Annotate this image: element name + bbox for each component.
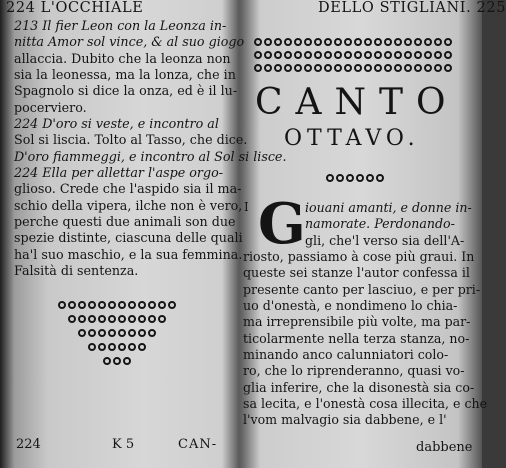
text-line: Sol si liscia. Tolto al Tasso, che dice. xyxy=(14,132,248,148)
text-line: uo d'onestà, e nondimeno lo chia- xyxy=(243,298,458,314)
ornament-row-3 xyxy=(78,329,156,337)
text-line: Falsità di sentenza. xyxy=(14,263,139,279)
ornament-row-1 xyxy=(58,301,176,309)
text-line: 224 D'oro si veste, e incontro al xyxy=(14,116,219,132)
left-page-header: 224 L'OCCHIALE xyxy=(6,0,144,16)
text-line: ticolarmente nella terza stanza, no- xyxy=(243,330,470,346)
text-line: gli, che'l verso sia dell'A- xyxy=(305,232,465,248)
left-footer-number: 224 xyxy=(16,437,41,452)
ornament-row-2 xyxy=(68,315,166,323)
headpiece-row-3 xyxy=(254,64,452,72)
text-line: 213 Il fier Leon con la Leonza in- xyxy=(14,18,227,33)
text-line: allaccia. Dubito che la leonza non xyxy=(14,50,231,66)
text-line: spezie distinte, ciascuna delle quali xyxy=(14,230,243,246)
text-line: Spagnolo si dice la onza, ed è il lu- xyxy=(14,83,238,99)
text-line: pocerviero. xyxy=(14,99,87,115)
text-line: presente canto per lasciuo, e per pri- xyxy=(243,281,481,297)
ornament-row-4 xyxy=(88,343,146,351)
text-line: minando anco calunniatori colo- xyxy=(243,347,449,363)
right-page xyxy=(240,0,506,468)
text-line: glioso. Crede che l'aspido sia il ma- xyxy=(14,181,242,197)
drop-cap: G xyxy=(258,191,306,257)
text-line: ha'l suo maschio, e la sua femmina. xyxy=(14,246,243,262)
text-line: sa lecita, e l'onestà cosa illecita, e che xyxy=(243,396,488,412)
headpiece-row-2 xyxy=(254,51,452,59)
right-page-text xyxy=(243,200,487,429)
text-line: ro, che lo riprenderanno, quasi vo- xyxy=(243,363,465,379)
text-line: iouani amanti, e donne in- xyxy=(305,200,472,215)
text-line: ma irreprensibile più volte, ma par- xyxy=(243,314,471,330)
line-marker: I xyxy=(244,200,249,214)
text-line: queste sei stanze l'autor confessa il xyxy=(243,265,470,281)
catchword-right: dabbene xyxy=(416,440,473,455)
text-line: glia inferire, che la disonestà sia co- xyxy=(243,379,475,395)
canto-subtitle: OTTAVO. xyxy=(284,126,420,151)
ornament-row-5 xyxy=(103,357,131,365)
text-line: perche questi due animali son due xyxy=(14,214,236,230)
signature-mark: K 5 xyxy=(112,437,135,452)
text-line: schio della vipera, ilche non è vero, xyxy=(14,197,243,213)
canto-title: CANTO xyxy=(255,82,459,123)
text-line: l'vom malvagio sia dabbene, e l' xyxy=(243,412,447,428)
text-line: D'oro fiammeggi, e incontro al Sol si lisce. xyxy=(14,148,287,164)
headpiece-row-1 xyxy=(254,38,452,46)
title-ornament xyxy=(326,174,384,182)
right-page-header: DELLO STIGLIANI. 225 xyxy=(318,0,506,16)
text-line: sia la leonessa, ma la lonza, che in xyxy=(14,67,236,83)
text-line: namorate. Perdonando- xyxy=(305,216,455,232)
text-line: nitta Amor sol vince, & al suo giogo xyxy=(14,34,245,50)
text-line: riosto, passiamo à cose più graui. In xyxy=(243,249,475,265)
catchword-left: CAN- xyxy=(178,437,218,452)
text-line: 224 Ella per allettar l'aspe orgo- xyxy=(14,165,224,181)
